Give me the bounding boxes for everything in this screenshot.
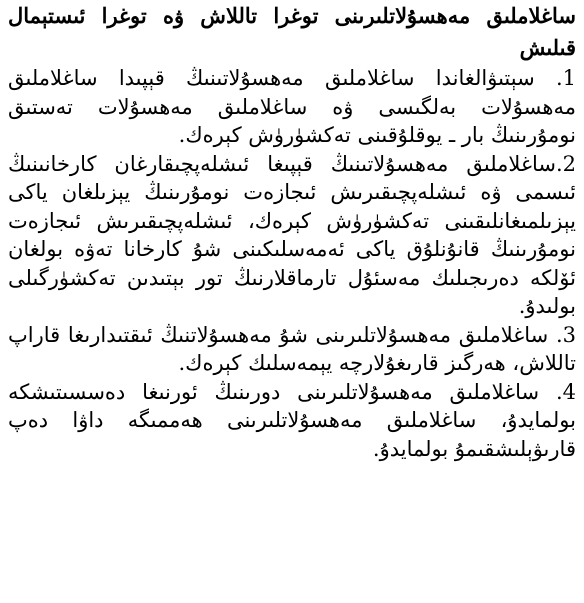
paragraph-1: 1. سېتىۋالغاندا ساغلاملىق مەھسۇلاتىنىڭ قېپىدا ساغلاملىق مەھسۇلات بەلگىسى ۋە ساغلاملىق مەھسۇلات تەستىق نومۇرىنىڭ بار ـ يوقلۇقىنى تەكشۈرۈش كېرەك. xyxy=(8,66,576,147)
paragraph-4: 4. ساغلاملىق مەھسۇلاتلىرىنى دورىنىڭ ئورنىغا دەسسىتىشكە بولمايدۇ، ساغلاملىق مەھسۇلاتلىرىنى ھەممىگە داۋا دەپ قارىۋېلىشقىمۇ بولمايدۇ. xyxy=(8,379,576,461)
paragraph-3: 3. ساغلاملىق مەھسۇلاتلىرىنى شۇ مەھسۇلاتنىڭ ئىقتىدارىغا قاراپ تاللاش، ھەرگىز قارىغۇلارچە يېمەسلىك كېرەك. xyxy=(8,322,576,375)
paragraph-2: 2.ساغلاملىق مەھسۇلاتىنىڭ قېپىغا ئىشلەپچىقارغان كارخانىنىڭ ئىسمى ۋە ئىشلەپچىقىرىش ئىجازەت نومۇرىنىڭ يېزىلغان ياكى يېزىلمىغانلىقىنى تەكشۈرۈش كېرەك، ئىشلەپچىقىرىش ئىجازەت نومۇرىنىڭ قانۇنلۇق ياكى ئەمەسلىكىنى شۇ كارخانا تەۋە بولغان ئۆلكە دەرىجىلىك مەسئۇل تارماقلارنىڭ تور بېتىدىن تەكشۈرگىلى بولىدۇ. xyxy=(8,151,576,318)
document-heading: ساغلاملىق مەھسۇلاتلىرىنى توغرا تاللاش ۋە توغرا ئىستېمال قىلىش xyxy=(8,3,576,60)
